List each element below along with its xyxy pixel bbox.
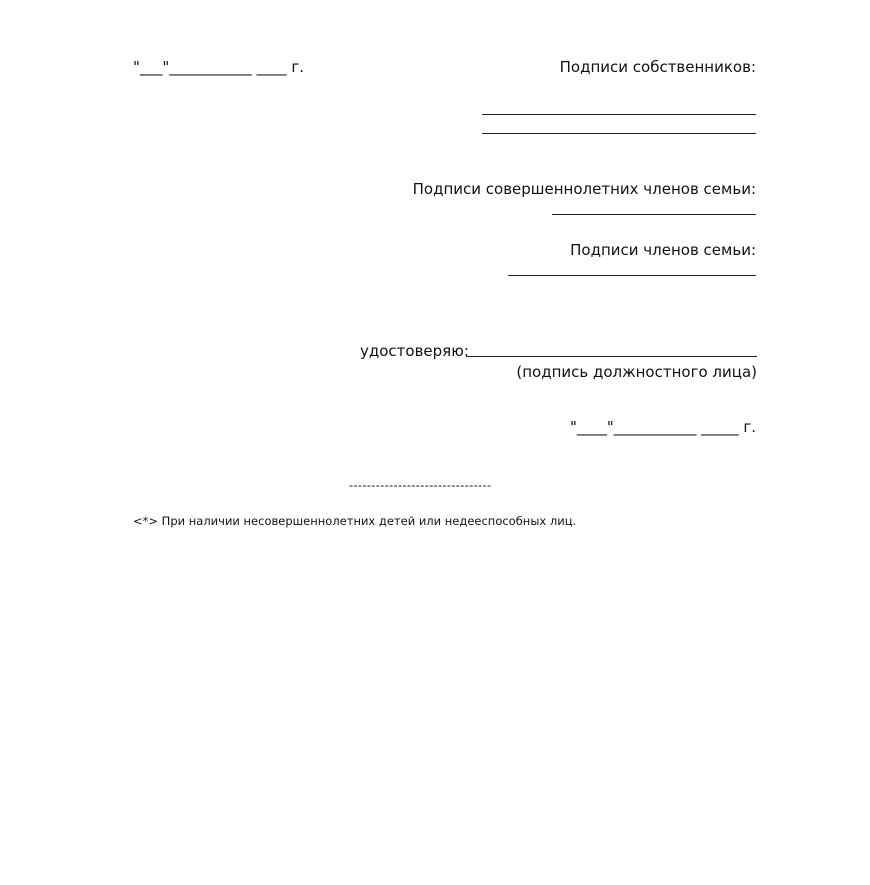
- official-signature-line: [466, 356, 757, 357]
- date-top: "___"___________ ____ г.: [133, 58, 304, 76]
- date-bottom: "____"___________ _____ г.: [570, 418, 756, 436]
- family-signature-line: [508, 275, 756, 276]
- owner-signature-line-2: [482, 133, 756, 134]
- footnote-separator: --------------------------------: [349, 478, 492, 492]
- family-signatures-label: Подписи членов семьи:: [570, 241, 756, 259]
- footnote-text: <*> При наличии несовершеннолетних детей или недееспособных лиц.: [133, 514, 577, 528]
- owner-signature-line-1: [482, 114, 756, 115]
- official-signature-caption: (подпись должностного лица): [516, 363, 757, 381]
- adult-family-signatures-label: Подписи совершеннолетних членов семьи:: [412, 180, 756, 198]
- owners-signatures-label: Подписи собственников:: [559, 58, 756, 76]
- certify-label: удостоверяю:: [360, 342, 469, 360]
- adult-family-signature-line: [552, 214, 756, 215]
